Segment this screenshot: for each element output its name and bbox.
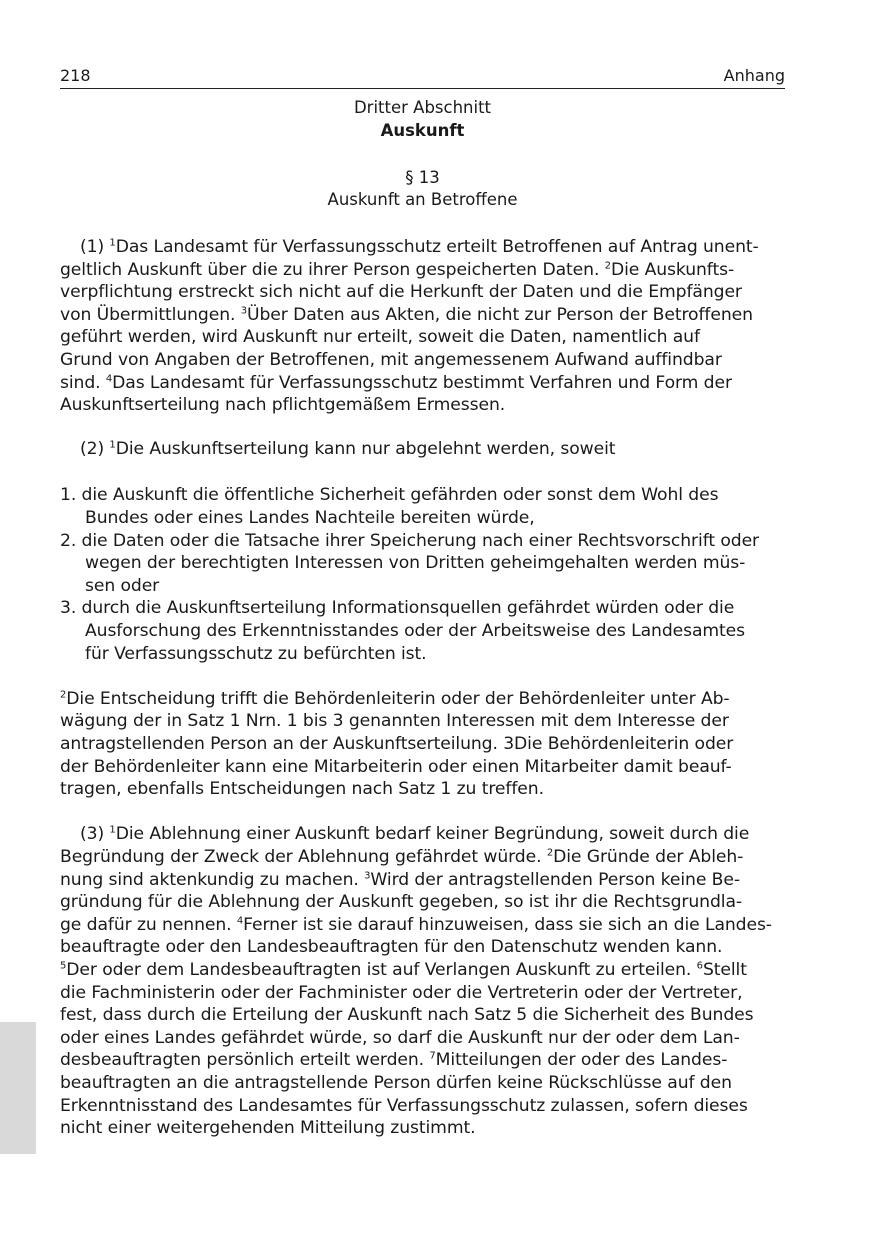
text-run: (1) <box>80 237 110 257</box>
text-line <box>60 982 742 1005</box>
text-run: beauftragten an die antragstellende Person dürfen keine Rückschlüsse auf den <box>60 1073 732 1093</box>
text-run: 1. die Auskunft die öffentliche Sicherheit gefährden oder sonst dem Wohl des <box>60 485 719 505</box>
text-run: Begründung der Zweck der Ablehnung gefährdet würde. <box>60 847 547 867</box>
sentence-number: 2 <box>546 847 554 859</box>
text-line <box>60 1117 475 1140</box>
text-line <box>60 846 743 869</box>
text-line <box>80 236 759 259</box>
text-line <box>60 914 772 937</box>
text-line <box>60 349 722 372</box>
text-line <box>60 372 732 395</box>
page-number: 218 <box>60 66 91 85</box>
text-run: Ausforschung des Erkenntnisstandes oder der Arbeitsweise des Landesamtes <box>85 621 746 641</box>
text-line <box>60 530 759 553</box>
running-header <box>60 66 785 89</box>
sentence-number: 3 <box>240 305 248 317</box>
text-run: 2. die Daten oder die Tatsache ihrer Speicherung nach einer Rechtsvorschrift oder <box>60 531 760 551</box>
text-line <box>60 1049 727 1072</box>
text-run: Das Landesamt für Verfassungsschutz bestimmt Verfahren und Form der <box>112 373 732 393</box>
text-line <box>60 281 742 304</box>
sentence-number: 7 <box>429 1050 436 1062</box>
paragraph-title: Auskunft an Betroffene <box>327 190 518 209</box>
text-line <box>60 869 740 892</box>
text-line <box>60 597 734 620</box>
text-run: desbeauftragten persönlich erteilt werden. <box>60 1050 430 1070</box>
text-run: (2) <box>80 439 110 459</box>
text-line <box>85 620 745 643</box>
text-run: fest, dass durch die Erteilung der Auskunft nach Satz 5 die Sicherheit des Bundes <box>60 1005 754 1025</box>
text-line <box>85 507 535 530</box>
sentence-number: 4 <box>105 373 113 385</box>
text-run: für Verfassungsschutz zu befürchten ist. <box>85 644 427 664</box>
text-run: geführt werden, wird Auskunft nur erteilt, soweit die Daten, namentlich auf <box>60 327 700 347</box>
text-run: (3) <box>80 824 110 844</box>
sentence-number: 1 <box>109 237 116 249</box>
sentence-number: 4 <box>236 915 244 927</box>
text-run: oder eines Landes gefährdet würde, so darf die Auskunft nur der oder dem Lan- <box>60 1028 740 1048</box>
text-line <box>60 936 722 959</box>
text-run: Mitteilungen der oder des Landes- <box>435 1050 728 1070</box>
text-run: der Behördenleiter kann eine Mitarbeiterin oder einen Mitarbeiter damit beauf- <box>60 757 732 777</box>
text-run: nung sind aktenkundig zu machen. <box>60 870 365 890</box>
paragraph-number: § 13 <box>405 168 440 187</box>
text-line <box>60 1072 732 1095</box>
text-run: Bundes oder eines Landes Nachteile bereiten würde, <box>85 508 535 528</box>
text-run: geltlich Auskunft über die zu ihrer Person gespeicherten Daten. <box>60 260 605 280</box>
sentence-number: 2 <box>604 260 611 272</box>
text-run: 3. durch die Auskunftserteilung Informationsquellen gefährdet würden oder die <box>60 598 735 618</box>
text-line <box>60 304 753 327</box>
text-run: gründung für die Ablehnung der Auskunft gegeben, so ist ihr die Rechtsgrundla- <box>60 892 742 912</box>
thumb-index-tab <box>0 1022 36 1154</box>
text-run: verpflichtung erstreckt sich nicht auf die Herkunft der Daten und die Empfänger <box>60 282 742 302</box>
text-line <box>60 259 734 282</box>
sentence-number: 1 <box>109 824 116 836</box>
text-line <box>60 959 747 982</box>
text-run: Auskunftserteilung nach pflichtgemäßem Ermessen. <box>60 395 506 415</box>
text-line <box>60 710 729 733</box>
sentence-number: 6 <box>696 960 703 972</box>
text-run: Die Auskunftserteilung kann nur abgelehnt werden, soweit <box>115 439 616 459</box>
text-run: tragen, ebenfalls Entscheidungen nach Satz 1 zu treffen. <box>60 779 544 799</box>
text-run: Ferner ist sie darauf hinzuweisen, dass sie sich an die Landes- <box>243 915 772 935</box>
sentence-number: 3 <box>364 870 371 882</box>
text-run: von Übermittlungen. <box>60 305 241 325</box>
text-line <box>60 778 544 801</box>
running-header-title: Anhang <box>723 66 785 85</box>
text-line <box>60 891 742 914</box>
text-line <box>80 438 615 461</box>
text-run: Wird der antragstellenden Person keine Be- <box>370 870 740 890</box>
text-line <box>60 484 718 507</box>
text-line <box>85 552 745 575</box>
text-run: wegen der berechtigten Interessen von Dritten geheimgehalten werden müs- <box>85 553 746 573</box>
text-run: ge dafür zu nennen. <box>60 915 237 935</box>
chapter-title: Auskunft <box>380 121 465 140</box>
sentence-number: 2 <box>60 689 67 701</box>
chapter-label: Dritter Abschnitt <box>353 98 492 117</box>
text-line <box>60 394 505 417</box>
text-line <box>60 1004 753 1027</box>
text-run: sen oder <box>85 576 160 596</box>
sentence-number: 1 <box>109 439 116 451</box>
text-run: Grund von Angaben der Betroffenen, mit angemessenem Aufwand auffindbar <box>60 350 722 370</box>
text-line <box>85 643 427 666</box>
text-line <box>60 326 700 349</box>
text-run: Die Gründe der Ableh- <box>553 847 744 867</box>
text-run: Die Ablehnung einer Auskunft bedarf keiner Begründung, soweit durch die <box>115 824 750 844</box>
text-run: die Fachministerin oder der Fachminister oder die Vertreterin oder der Vertreter, <box>60 983 743 1003</box>
text-run: Der oder dem Landesbeauftragten ist auf Verlangen Auskunft zu erteilen. <box>66 960 697 980</box>
text-run: antragstellenden Person an der Auskunftserteilung. 3Die Behördenleiterin oder <box>60 734 734 754</box>
text-run: beauftragte oder den Landesbeauftragten für den Datenschutz wenden kann. <box>60 937 723 957</box>
text-line <box>60 1095 748 1118</box>
text-run: Die Auskunfts- <box>610 260 735 280</box>
text-line <box>60 733 733 756</box>
text-line <box>85 575 159 598</box>
text-line <box>60 756 732 779</box>
text-line <box>80 823 749 846</box>
text-run: Die Entscheidung trifft die Behördenleiterin oder der Behördenleiter unter Ab- <box>66 689 730 709</box>
text-run: wägung der in Satz 1 Nrn. 1 bis 3 genannten Interessen mit dem Interesse der <box>60 711 729 731</box>
text-run: Stellt <box>702 960 747 980</box>
sentence-number: 5 <box>60 960 67 972</box>
text-run: Erkenntnisstand des Landesamtes für Verfassungsschutz zulassen, sofern dieses <box>60 1096 748 1116</box>
text-run: nicht einer weitergehenden Mitteilung zustimmt. <box>60 1118 476 1138</box>
text-run: Über Daten aus Akten, die nicht zur Person der Betroffenen <box>247 305 753 325</box>
text-run: Das Landesamt für Verfassungsschutz erteilt Betroffenen auf Antrag unent- <box>115 237 759 257</box>
text-run: sind. <box>60 373 106 393</box>
text-line <box>60 1027 740 1050</box>
text-line <box>60 688 730 711</box>
